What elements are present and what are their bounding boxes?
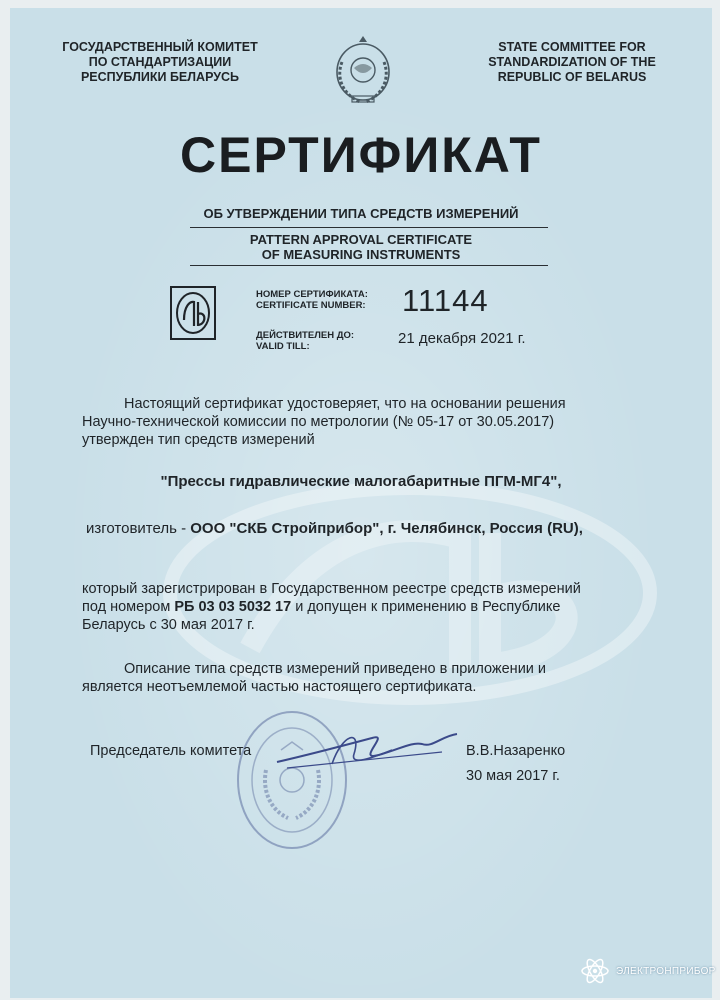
paragraph-description: Описание типа средств измерений приведено в приложении и является неотъемлемой частью настоящего сертификата. — [82, 661, 547, 695]
stb-logo-icon — [170, 286, 216, 340]
header-ru: ГОСУДАРСТВЕННЫЙ КОМИТЕТ ПО СТАНДАРТИЗАЦИИ РЕСПУБЛИКИ БЕЛАРУСЬ — [62, 40, 258, 84]
atom-icon — [580, 956, 610, 986]
manufacturer-line — [86, 520, 583, 537]
subtitle-ru: ОБ УТВЕРЖДЕНИИ ТИПА СРЕДСТВ ИЗМЕРЕНИЙ — [203, 206, 519, 221]
handwritten-signature — [272, 724, 462, 772]
manufacturer-label: изготовитель - — [86, 520, 191, 537]
valid-label: ДЕЙСТВИТЕЛЕН ДО: VALID TILL: — [256, 330, 355, 352]
certificate-sheet — [10, 8, 712, 998]
header-en: STATE COMMITTEE FOR STANDARDIZATION OF THE REPUBLIC OF BELARUS — [488, 40, 656, 84]
signature-date: 30 мая 2017 г. — [466, 768, 560, 784]
subtitle-en: PATTERN APPROVAL CERTIFICATE OF MEASURING INSTRUMENTS — [249, 232, 473, 262]
valid-till-date: 21 декабря 2021 г. — [398, 330, 526, 347]
manufacturer-name: ООО "СКБ Стройприбор", г. Челябинск, Россия (RU), — [190, 520, 583, 537]
belarus-emblem-icon — [330, 32, 396, 108]
divider-bottom — [190, 265, 548, 266]
divider-top — [190, 227, 548, 228]
paragraph-decision: Настоящий сертификат удостоверяет, что на основании решения Научно-технической комиссии по метрологии (№ 05-17 от 30.05.2017) утвержден тип средств измерений — [82, 396, 566, 448]
brand-name: ЭЛЕКТРОНПРИБОР — [616, 965, 716, 977]
registry-number: РБ 03 03 5032 17 — [174, 599, 292, 615]
paragraph-registry: который зарегистрирован в Государственном реестре средств измерений под номером РБ 03 03 5032 17 и допущен к применению в Республике Беларусь с 30 мая 2017 г. — [82, 581, 581, 633]
chairman-label: Председатель комитета — [90, 743, 252, 759]
certificate-title: СЕРТИФИКАТ — [180, 127, 542, 183]
brand-watermark — [580, 954, 716, 988]
certificate-number: 11144 — [402, 283, 489, 318]
number-label: НОМЕР СЕРТИФИКАТА: CERTIFICATE NUMBER: — [256, 289, 368, 311]
instrument-name: "Прессы гидравлические малогабаритные ПГМ-МГ4", — [160, 473, 562, 490]
chairman-name: В.В.Назаренко — [466, 743, 566, 759]
